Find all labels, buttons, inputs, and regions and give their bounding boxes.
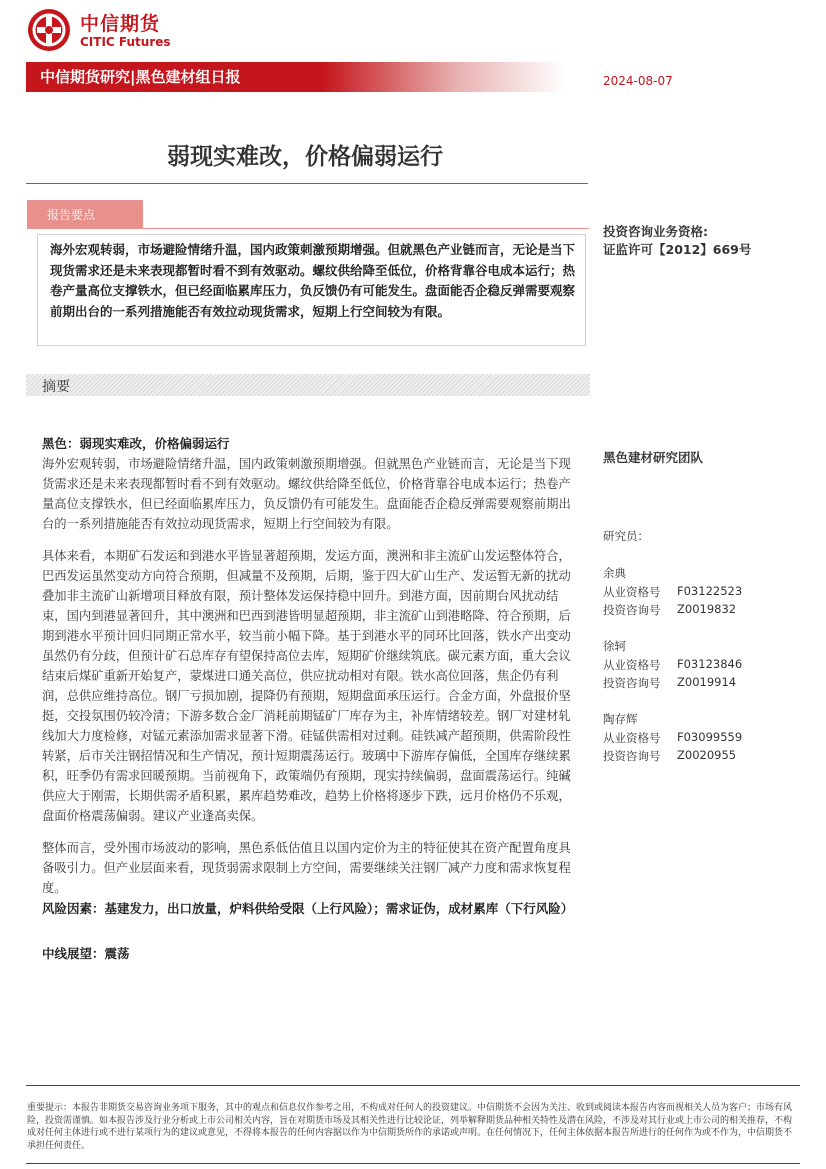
summary-paragraph: 海外宏观转弱，市场避险情绪升温，国内政策刺激预期增强。但就黑色产业链而言，无论是当下现货需求还是未来表现都暂时看不到有效驱动。螺纹供给降至低位，价格背靠谷电成本运行；热卷产量高位支撑铁水，但已经面临累库压力，负反馈仍有可能发生。盘面能否企稳反弹需要观察前期出台的一系列措施能否有效拉动现货需求，短期上行空间较为有限。 <box>42 457 571 531</box>
license-number: 证监许可【2012】669号 <box>603 242 752 257</box>
title-divider <box>26 183 588 184</box>
researcher-cert-number: F03123846 <box>677 657 743 671</box>
researcher-name: 徐轲 <box>603 639 626 653</box>
team-title: 黑色建材研究团队 <box>603 450 704 465</box>
researcher-cert-label: 从业资格号 <box>603 585 661 599</box>
researchers-label: 研究员： <box>603 529 649 543</box>
researcher-name: 余典 <box>603 566 626 580</box>
researcher-cert-number: F03099559 <box>677 730 743 744</box>
page-title: 弱现实难改，价格偏弱运行 <box>167 144 443 170</box>
researcher-invest-label: 投资咨询号 <box>603 749 661 763</box>
researcher-invest-number: Z0020955 <box>677 748 737 762</box>
researcher-name: 陶存辉 <box>603 712 638 726</box>
license-label: 投资咨询业务资格: <box>603 224 708 239</box>
researcher-cert-label: 从业资格号 <box>603 658 661 672</box>
mid-term-outlook: 中线展望：震荡 <box>42 946 130 961</box>
researcher-invest-number: Z0019914 <box>677 675 737 689</box>
researcher-invest-label: 投资咨询号 <box>603 676 661 690</box>
researcher-invest-label: 投资咨询号 <box>603 603 661 617</box>
summary-header-bar <box>26 374 590 396</box>
summary-paragraph: 具体来看，本期矿石发运和到港水平皆显著超预期，发运方面，澳洲和非主流矿山发运整体符合，巴西发运虽然变动方向符合预期，但减量不及预期，后期，鉴于四大矿山生产、发运暂无新的扰动叠加非主流矿山新增项目释放有限，预计整体发运保持稳中回升。到港方面，因前期台风扰动结束，国内到港显著回升，其中澳洲和巴西到港皆明显超预期，非主流矿山到港略降、符合预期，后期到港水平预计回归同期正常水平，较当前小幅下降。基于到港水平的同环比回落，铁水产出变动虽然仍有分歧，但预计矿石总库存有望保持高位去库，短期矿价继续筑底。碳元素方面，重大会议结束后煤矿重新开始复产，蒙煤进口通关高位，供应扰动相对有限。铁水高位回落，焦企仍有利润，总供应维持高位。钢厂亏损加剧，提降仍有预期，短期盘面承压运行。合金方面，外盘报价坚挺，交投氛围仍较冷清；下游多数合金厂消耗前期锰矿厂库存为主，补库情绪较差。钢厂对建材轧线加大力度检修，对锰元素添加需求显著下滑。硅锰供需相对过剩。硅铁减产超预期，供需阶段性转紧，后市关注钢招情况和生产情况，预计短期震荡运行。玻璃中下游库存偏低，全国库存继续累积，旺季仍有需求回暖预期。当前视角下，政策端仍有预期，现实持续偏弱，盘面震荡运行。纯碱供应大于刚需，长期供需矛盾积累，累库趋势难改，趋势上价格将逐步下跌，远月价格仍不乐观，盘面价格震荡偏弱。建议产业逢高卖保。 <box>42 549 571 823</box>
researcher-invest-number: Z0019832 <box>677 602 737 616</box>
key-points-divider <box>27 228 589 229</box>
logo-chinese-name: 中信期货 <box>80 13 161 35</box>
key-points-text: 海外宏观转弱，市场避险情绪升温，国内政策刺激预期增强。但就黑色产业链而言，无论是当下现货需求还是未来表现都暂时看不到有效驱动。螺纹供给降至低位，价格背靠谷电成本运行；热卷产量高位支撑铁水，但已经面临累库压力，负反馈仍有可能发生。盘面能否企稳反弹需要观察前期出台的一系列措施能否有效拉动现货需求，短期上行空间较为有限。 <box>50 242 576 319</box>
key-points-tab-label: 报告要点 <box>47 208 96 222</box>
summary-header: 摘要 <box>42 379 70 395</box>
logo-english-name: CITIC Futures <box>80 35 171 49</box>
footer-divider <box>26 1163 800 1164</box>
citic-logo-icon <box>27 8 71 52</box>
risk-factors: 风险因素：基建发力，出口放量，炉料供给受限（上行风险）；需求证伪，成材累库（下行风险） <box>42 901 574 916</box>
researcher-cert-number: F03122523 <box>677 584 743 598</box>
summary-paragraph: 整体而言，受外围市场波动的影响，黑色系低估值且以国内定价为主的特征使其在资产配置角度具备吸引力。但产业层面来看，现货弱需求限制上方空间，需要继续关注钢厂减产力度和需求恢复程度。 <box>42 841 571 895</box>
report-date: 2024-08-07 <box>603 74 673 88</box>
researcher-cert-label: 从业资格号 <box>603 731 661 745</box>
report-series-title: 中信期货研究|黑色建材组日报 <box>40 68 241 86</box>
disclaimer-text: 重要提示：本报告非期货交易咨询业务项下服务，其中的观点和信息仅作参考之用，不构成对任何人的投资建议。中信期货不会因为关注、收到或阅读本报告内容而视相关人员为客户；市场有风险，投资需谨慎。如本报告涉及行业分析或上市公司相关内容，旨在对期货市场及其相关性进行比较论证，列举解释期货品种相关特性及潜在风险，不涉及对其行业或上市公司的相关推荐，不构成对任何主体进行或不进行某项行为的建议或意见，不得将本报告的任何内容据以作为中信期货所作的承诺或声明。在任何情况下，任何主体依据本报告所进行的任何作为或不作为，中信期货不承担任何责任。 <box>27 1103 793 1151</box>
black-section-title: 黑色：弱现实难改，价格偏弱运行 <box>42 436 230 451</box>
disclaimer-divider <box>26 1085 800 1086</box>
